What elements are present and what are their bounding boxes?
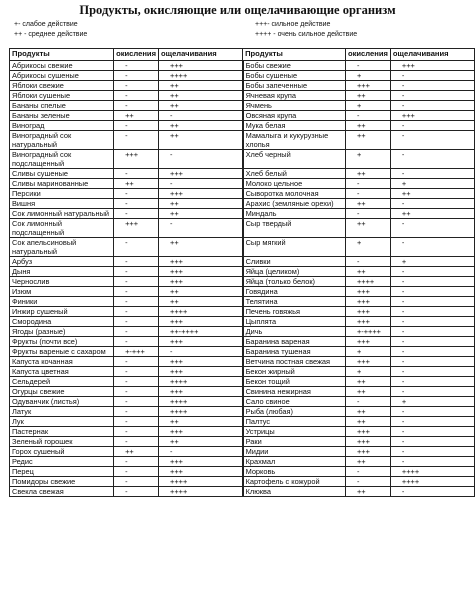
alkalizing-value: - — [390, 337, 474, 347]
alkalizing-value: +++ — [159, 427, 243, 437]
table-row — [10, 277, 475, 287]
alkalizing-value: ++++ — [390, 477, 474, 487]
product-name: Мамалыга и кукурузные хлопья — [243, 131, 346, 150]
alkalizing-value: - — [390, 91, 474, 101]
table-row — [10, 91, 475, 101]
alkalizing-value: ++++ — [159, 477, 243, 487]
oxidizing-value: - — [114, 357, 159, 367]
product-name: Свекла свежая — [10, 487, 114, 497]
alkalizing-value: ++++ — [159, 377, 243, 387]
oxidizing-value: ++ — [345, 219, 390, 238]
oxidizing-value: - — [114, 437, 159, 447]
alkalizing-value: ++ — [159, 287, 243, 297]
product-name: Бекон тощий — [243, 377, 346, 387]
alkalizing-value: +++ — [159, 169, 243, 179]
alkalizing-value: - — [159, 347, 243, 357]
legend-item: ++ - среднее действие — [14, 31, 88, 38]
table-row — [10, 199, 475, 209]
oxidizing-value: - — [345, 477, 390, 487]
oxidizing-value: - — [114, 417, 159, 427]
oxidizing-value: + — [345, 347, 390, 357]
product-name: Капуста кочанная — [10, 357, 114, 367]
product-name: Сыр твердый — [243, 219, 346, 238]
alkalizing-value: +++ — [159, 61, 243, 71]
table-row — [10, 189, 475, 199]
alkalizing-value: + — [390, 397, 474, 407]
oxidizing-value: + — [345, 238, 390, 257]
alkalizing-value: +++ — [159, 337, 243, 347]
oxidizing-value: - — [114, 397, 159, 407]
oxidizing-value: +++ — [345, 357, 390, 367]
alkalizing-value: - — [390, 347, 474, 357]
product-name: Сливки — [243, 257, 346, 267]
oxidizing-value: - — [114, 367, 159, 377]
oxidizing-value: +++ — [114, 150, 159, 169]
oxidizing-value: ++ — [345, 131, 390, 150]
alkalizing-value: +++ — [159, 257, 243, 267]
oxidizing-value: - — [114, 407, 159, 417]
product-name: Дичь — [243, 327, 346, 337]
oxidizing-value: +++ — [345, 307, 390, 317]
oxidizing-value: ++ — [345, 417, 390, 427]
oxidizing-value: + — [345, 101, 390, 111]
alkalizing-value: ++++ — [159, 307, 243, 317]
product-name: Чернослив — [10, 277, 114, 287]
oxidizing-value: ++ — [345, 121, 390, 131]
product-name: Крахмал — [243, 457, 346, 467]
product-name: Бананы спелые — [10, 101, 114, 111]
alkalizing-value: - — [159, 219, 243, 238]
oxidizing-value: - — [114, 297, 159, 307]
oxidizing-value: +++ — [345, 297, 390, 307]
product-name: Бананы зеленые — [10, 111, 114, 121]
oxidizing-value: +++ — [345, 287, 390, 297]
header-row — [10, 49, 475, 61]
oxidizing-value: - — [114, 387, 159, 397]
oxidizing-value: - — [114, 307, 159, 317]
alkalizing-value: ++ — [159, 417, 243, 427]
oxidizing-value: - — [114, 267, 159, 277]
table-row — [10, 257, 475, 267]
oxidizing-value: - — [114, 377, 159, 387]
oxidizing-value: - — [114, 427, 159, 437]
alkalizing-value: ++ — [159, 437, 243, 447]
oxidizing-value: ++ — [345, 457, 390, 467]
alkalizing-value: ++++ — [159, 487, 243, 497]
product-name: Баранина вареная — [243, 337, 346, 347]
product-name: Баранина тушеная — [243, 347, 346, 357]
alkalizing-value: - — [390, 487, 474, 497]
product-name: Морковь — [243, 467, 346, 477]
product-name: Вишня — [10, 199, 114, 209]
alkalizing-value: ++++ — [159, 71, 243, 81]
table-row — [10, 427, 475, 437]
oxidizing-value: ++ — [345, 91, 390, 101]
alkalizing-value: - — [159, 447, 243, 457]
product-name: Хлеб черный — [243, 150, 346, 169]
oxidizing-value: + — [345, 150, 390, 169]
alkalizing-value: +++ — [159, 357, 243, 367]
oxidizing-value: - — [114, 71, 159, 81]
product-name: Персики — [10, 189, 114, 199]
alkalizing-value: ++ — [159, 238, 243, 257]
product-name: Финики — [10, 297, 114, 307]
alkalizing-value: +++ — [390, 61, 474, 71]
alkalizing-value: +++ — [159, 467, 243, 477]
table-row — [10, 317, 475, 327]
product-name: Ветчина постная свежая — [243, 357, 346, 367]
table-row — [10, 487, 475, 497]
oxidizing-value: - — [114, 61, 159, 71]
product-name: Сыр мягкий — [243, 238, 346, 257]
product-name: Одуванчик (листья) — [10, 397, 114, 407]
oxidizing-value: +-+++ — [114, 347, 159, 357]
oxidizing-value: ++ — [345, 267, 390, 277]
product-name: Яблоки свежие — [10, 81, 114, 91]
alkalizing-value: - — [390, 287, 474, 297]
oxidizing-value: ++ — [345, 487, 390, 497]
product-name: Бобы сушеные — [243, 71, 346, 81]
table-row — [10, 101, 475, 111]
alkalizing-value: - — [390, 317, 474, 327]
table-row — [10, 337, 475, 347]
alkalizing-value: +++ — [159, 317, 243, 327]
product-name: Капуста цветная — [10, 367, 114, 377]
product-name: Говядина — [243, 287, 346, 297]
product-name: Виноградный сок подслащенный — [10, 150, 114, 169]
product-name: Арбуз — [10, 257, 114, 267]
oxidizing-value: ++ — [345, 377, 390, 387]
alkalizing-value: - — [390, 267, 474, 277]
oxidizing-value: ++ — [114, 179, 159, 189]
oxidizing-value: ++++ — [345, 277, 390, 287]
product-name: Ячневая крупа — [243, 91, 346, 101]
oxidizing-value: - — [114, 317, 159, 327]
alkalizing-value: - — [390, 407, 474, 417]
oxidizing-value: - — [114, 238, 159, 257]
product-name: Молоко цельное — [243, 179, 346, 189]
alkalizing-value: +++ — [159, 457, 243, 467]
oxidizing-value: - — [114, 327, 159, 337]
oxidizing-value: +++ — [345, 437, 390, 447]
alkalizing-value: ++ — [159, 199, 243, 209]
product-name: Горох сушеный — [10, 447, 114, 457]
oxidizing-value: - — [114, 209, 159, 219]
product-name: Картофель с кожурой — [243, 477, 346, 487]
product-name: Редис — [10, 457, 114, 467]
alkalizing-value: ++++ — [390, 467, 474, 477]
oxidizing-value: +++ — [345, 317, 390, 327]
product-name: Перец — [10, 467, 114, 477]
table-row — [10, 307, 475, 317]
alkalizing-value: ++ — [159, 91, 243, 101]
product-name: Клюква — [243, 487, 346, 497]
oxidizing-value: - — [114, 121, 159, 131]
alkalizing-value: ++++ — [159, 407, 243, 417]
oxidizing-value: ++ — [345, 407, 390, 417]
alkalizing-value: - — [159, 111, 243, 121]
alkalizing-value: - — [159, 150, 243, 169]
table-row — [10, 238, 475, 257]
table-row — [10, 131, 475, 150]
product-name: Мука белая — [243, 121, 346, 131]
product-name: Бекон жирный — [243, 367, 346, 377]
oxidizing-value: - — [114, 487, 159, 497]
alkalizing-value: - — [390, 101, 474, 111]
oxidizing-value: ++ — [345, 169, 390, 179]
table-row — [10, 437, 475, 447]
product-name: Сливы сушеные — [10, 169, 114, 179]
product-name: Сок лимонный подслащенный — [10, 219, 114, 238]
oxidizing-value: - — [114, 101, 159, 111]
alkalizing-value: - — [390, 219, 474, 238]
product-name: Мидии — [243, 447, 346, 457]
product-name: Яблоки сушеные — [10, 91, 114, 101]
alkalizing-value: - — [390, 131, 474, 150]
oxidizing-value: +++ — [345, 337, 390, 347]
product-name: Смородина — [10, 317, 114, 327]
table-row — [10, 447, 475, 457]
table-row — [10, 357, 475, 367]
oxidizing-value: - — [345, 257, 390, 267]
table-row — [10, 387, 475, 397]
alkalizing-value: - — [390, 387, 474, 397]
product-name: Бобы запеченные — [243, 81, 346, 91]
alkalizing-value: +++ — [159, 267, 243, 277]
oxidizing-value: - — [345, 61, 390, 71]
product-name: Сало свиное — [243, 397, 346, 407]
oxidizing-value: - — [114, 169, 159, 179]
table-row — [10, 297, 475, 307]
alkalizing-value: - — [390, 417, 474, 427]
alkalizing-value: - — [390, 121, 474, 131]
table-row — [10, 407, 475, 417]
table-row — [10, 417, 475, 427]
product-name: Инжир сушеный — [10, 307, 114, 317]
oxidizing-value: +++ — [114, 219, 159, 238]
table-row — [10, 367, 475, 377]
table-row — [10, 169, 475, 179]
oxidizing-value: + — [345, 367, 390, 377]
oxidizing-value: +++ — [345, 81, 390, 91]
product-name: Телятина — [243, 297, 346, 307]
alkalizing-value: - — [390, 169, 474, 179]
alkalizing-value: - — [390, 437, 474, 447]
oxidizing-value: - — [114, 287, 159, 297]
alkalizing-value: - — [390, 150, 474, 169]
product-name: Фрукты вареные с сахаром — [10, 347, 114, 357]
product-name: Абрикосы сушеные — [10, 71, 114, 81]
alkalizing-value: ++ — [159, 209, 243, 219]
oxidizing-value: ++ — [114, 447, 159, 457]
oxidizing-value: - — [114, 257, 159, 267]
product-name: Огурцы свежие — [10, 387, 114, 397]
alkalizing-value: +++ — [390, 111, 474, 121]
product-name: Яйца (целиком) — [243, 267, 346, 277]
oxidizing-value: - — [114, 477, 159, 487]
alkalizing-value: ++ — [390, 209, 474, 219]
alkalizing-value: ++-++++ — [159, 327, 243, 337]
alkalizing-value: - — [390, 377, 474, 387]
product-name: Арахис (земляные орехи) — [243, 199, 346, 209]
table-row — [10, 477, 475, 487]
oxidizing-value: +++ — [345, 427, 390, 437]
alkalizing-value: ++++ — [159, 397, 243, 407]
product-name: Палтус — [243, 417, 346, 427]
product-name: Сельдерей — [10, 377, 114, 387]
alkalizing-value: ++ — [159, 121, 243, 131]
product-name: Яйца (только белок) — [243, 277, 346, 287]
oxidizing-value: - — [345, 209, 390, 219]
table-row — [10, 267, 475, 277]
product-name: Сливы маринованные — [10, 179, 114, 189]
legend-item: +++- сильное действие — [255, 21, 331, 28]
product-name: Устрицы — [243, 427, 346, 437]
product-name: Ягоды (разные) — [10, 327, 114, 337]
table-row — [10, 327, 475, 337]
product-name: Пастернак — [10, 427, 114, 437]
oxidizing-value: +-++++ — [345, 327, 390, 337]
alkalizing-value: - — [390, 297, 474, 307]
legend-left — [14, 20, 87, 40]
alkalizing-value: + — [390, 257, 474, 267]
oxidizing-value: ++ — [345, 387, 390, 397]
alkalizing-value: + — [390, 179, 474, 189]
product-name: Латук — [10, 407, 114, 417]
page-title: Продукты, окисляющие или ощелачивающие организм — [79, 3, 396, 17]
oxidizing-value: - — [114, 457, 159, 467]
legend-right — [255, 20, 357, 40]
product-name: Фрукты (почти все) — [10, 337, 114, 347]
table-row — [10, 61, 475, 71]
table-row — [10, 179, 475, 189]
alkalizing-value: +++ — [159, 387, 243, 397]
table-row — [10, 467, 475, 477]
table-row — [10, 347, 475, 357]
oxidizing-value: ++ — [114, 111, 159, 121]
header-oxidizing: окисления — [114, 49, 159, 61]
table-row — [10, 150, 475, 169]
product-name: Сок лимонный натуральный — [10, 209, 114, 219]
product-name: Цыплята — [243, 317, 346, 327]
product-name: Рыба (любая) — [243, 407, 346, 417]
alkalizing-value: ++ — [390, 189, 474, 199]
table-row — [10, 71, 475, 81]
oxidizing-value: - — [114, 81, 159, 91]
alkalizing-value: - — [390, 81, 474, 91]
table-row — [10, 377, 475, 387]
alkalizing-value: - — [390, 457, 474, 467]
oxidizing-value: - — [345, 397, 390, 407]
alkalizing-value: - — [390, 447, 474, 457]
table-row — [10, 219, 475, 238]
product-name: Хлеб белый — [243, 169, 346, 179]
oxidizing-value: - — [114, 131, 159, 150]
oxidizing-value: + — [345, 71, 390, 81]
oxidizing-value: - — [114, 277, 159, 287]
product-name: Ячмень — [243, 101, 346, 111]
table-row — [10, 111, 475, 121]
legend-item: ++++ - очень сильное действие — [255, 31, 358, 38]
alkalizing-value: ++ — [159, 101, 243, 111]
legend-item: +- слабое действие — [14, 21, 78, 28]
alkalizing-value: +++ — [159, 367, 243, 377]
alkalizing-value: - — [159, 179, 243, 189]
oxidizing-value: - — [114, 337, 159, 347]
alkalizing-value: - — [390, 327, 474, 337]
oxidizing-value: - — [345, 467, 390, 477]
oxidizing-value: - — [345, 179, 390, 189]
oxidizing-value: ++ — [345, 199, 390, 209]
product-name: Зеленый горошек — [10, 437, 114, 447]
header-products: Продукты — [10, 49, 114, 61]
product-name: Дыня — [10, 267, 114, 277]
table-row — [10, 209, 475, 219]
alkalizing-value: - — [390, 277, 474, 287]
alkalizing-value: - — [390, 238, 474, 257]
product-name: Печень говяжья — [243, 307, 346, 317]
oxidizing-value: - — [114, 91, 159, 101]
table-row — [10, 121, 475, 131]
alkalizing-value: - — [390, 427, 474, 437]
header-alkalizing: ощелачивания — [159, 49, 243, 61]
alkalizing-value: - — [390, 71, 474, 81]
product-name: Изюм — [10, 287, 114, 297]
alkalizing-value: - — [390, 307, 474, 317]
table-row — [10, 457, 475, 467]
oxidizing-value: - — [345, 189, 390, 199]
alkalizing-value: +++ — [159, 189, 243, 199]
table-row — [10, 81, 475, 91]
product-name: Виноград — [10, 121, 114, 131]
alkalizing-value: ++ — [159, 297, 243, 307]
alkalizing-value: - — [390, 367, 474, 377]
oxidizing-value: - — [114, 199, 159, 209]
product-name: Лук — [10, 417, 114, 427]
alkalizing-value: ++ — [159, 81, 243, 91]
product-name: Бобы свежие — [243, 61, 346, 71]
alkalizing-value: +++ — [159, 277, 243, 287]
product-name: Сок апельсиновый натуральный — [10, 238, 114, 257]
alkalizing-value: - — [390, 199, 474, 209]
header-oxidizing: окисления — [345, 49, 390, 61]
header-products: Продукты — [243, 49, 346, 61]
oxidizing-value: +++ — [345, 447, 390, 457]
product-name: Раки — [243, 437, 346, 447]
product-name: Помидоры свежие — [10, 477, 114, 487]
alkalizing-value: ++ — [159, 131, 243, 150]
oxidizing-value: - — [114, 189, 159, 199]
product-name: Миндаль — [243, 209, 346, 219]
table-row — [10, 287, 475, 297]
header-alkalizing: ощелачивания — [390, 49, 474, 61]
product-name: Виноградный сок натуральный — [10, 131, 114, 150]
oxidizing-value: - — [114, 467, 159, 477]
product-name: Абрикосы свежие — [10, 61, 114, 71]
oxidizing-value: - — [345, 111, 390, 121]
products-table — [9, 48, 475, 497]
product-name: Овсяная крупа — [243, 111, 346, 121]
product-name: Свинина нежирная — [243, 387, 346, 397]
alkalizing-value: - — [390, 357, 474, 367]
product-name: Сыворотка молочная — [243, 189, 346, 199]
table-row — [10, 397, 475, 407]
